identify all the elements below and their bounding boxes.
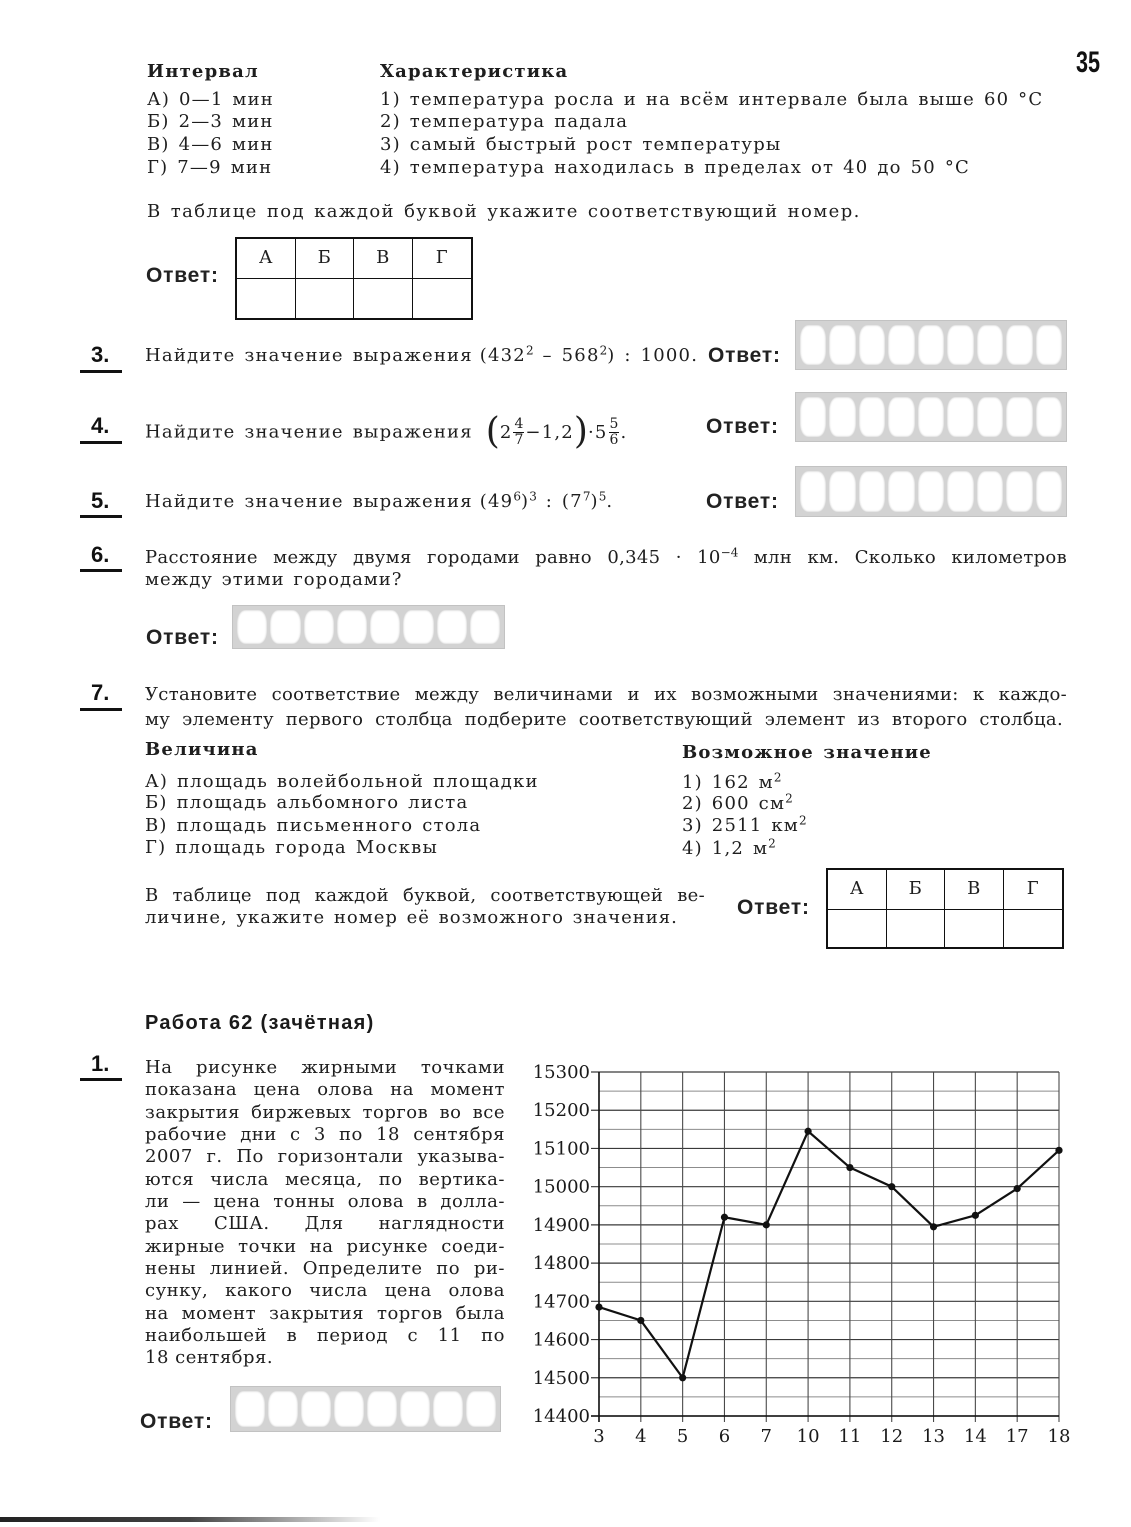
answer-label: Ответ: — [140, 1410, 213, 1433]
price-point — [679, 1374, 686, 1381]
task5-expression: $(49^6)^3$ : $(7^7)^5$. — [479, 489, 614, 512]
task3-text: Найдите значение выражения — [145, 345, 473, 366]
value-item: 3) 2511 $км^2$ — [682, 813, 807, 836]
price-point — [637, 1317, 644, 1324]
scan-edge-line — [0, 1517, 380, 1522]
answer-digit-cell[interactable] — [400, 1391, 430, 1427]
text-line: нены линией. Определите по ри- — [145, 1258, 505, 1280]
task-number: 7. — [91, 680, 110, 705]
y-tick-label: 14800 — [532, 1253, 590, 1275]
x-tick-label: 12 — [880, 1426, 904, 1447]
task6-question-line1: Расстояние между двумя городами равно $0,345 \cdot 10^{-4}$ млн км. Сколько километров — [145, 545, 1067, 568]
answer-digit-cell[interactable] — [433, 1391, 463, 1427]
text-line: На рисунке жирными точками — [145, 1057, 505, 1078]
answer-label: Ответ: — [737, 896, 810, 919]
text-line: ли — цена тонны олова в долла- — [145, 1191, 505, 1213]
quantity-item: В) площадь письменного стола — [145, 815, 482, 836]
text-line: 2007 г. По горизонтали указыва- — [145, 1146, 505, 1168]
answer-cell-v[interactable] — [945, 910, 1004, 947]
answer-digit-cell[interactable] — [1036, 397, 1062, 437]
answer-cell-g[interactable] — [413, 279, 472, 318]
task3-question — [145, 345, 698, 367]
quantity-header: Величина — [145, 739, 259, 760]
answer-digit-cell[interactable] — [1036, 325, 1062, 365]
y-tick-label: 15000 — [532, 1176, 590, 1198]
answer-cell-g[interactable] — [1004, 910, 1063, 947]
section-title: Работа 62 (зачётная) — [145, 1012, 375, 1034]
task-number: 5. — [91, 488, 110, 513]
answer-digit-cell[interactable] — [1006, 397, 1032, 437]
characteristic-item: 3) самый быстрый рост температуры — [380, 134, 782, 155]
answer-digit-cell[interactable] — [466, 1391, 496, 1427]
task-number-underline — [80, 569, 122, 572]
y-tick-label: 14700 — [532, 1291, 590, 1313]
answer-digit-cell[interactable] — [888, 471, 914, 512]
answer-digit-cell[interactable] — [977, 397, 1003, 437]
y-tick-label: 15200 — [532, 1100, 590, 1122]
task7-intro-line2: му элементу первого столбца подберите соответствующий элемент из второго столбца. — [145, 709, 1063, 730]
table-header-g: Г — [413, 239, 472, 279]
task-number-underline — [80, 1078, 122, 1081]
y-tick-label: 15300 — [532, 1062, 590, 1083]
answer-label: Ответ: — [706, 415, 779, 438]
answer-digit-cell[interactable] — [918, 325, 944, 365]
table-header-a: А — [828, 870, 887, 910]
price-point — [721, 1214, 728, 1221]
answer-digit-cell[interactable] — [859, 325, 885, 365]
answer-digit-cell[interactable] — [337, 610, 367, 644]
table-header-g: Г — [1004, 870, 1063, 910]
answer-digit-cell[interactable] — [367, 1391, 397, 1427]
answer-digit-cell[interactable] — [800, 325, 826, 365]
answer-cell-a[interactable] — [828, 910, 887, 947]
x-tick-label: 10 — [796, 1426, 820, 1447]
x-tick-label: 4 — [635, 1426, 647, 1447]
x-tick-label: 7 — [760, 1426, 772, 1447]
price-point — [846, 1164, 853, 1171]
quantity-item: Г) площадь города Москвы — [145, 837, 439, 858]
answer-digit-cell[interactable] — [237, 610, 267, 644]
task-number: 4. — [91, 413, 110, 438]
y-tick-label: 14500 — [532, 1367, 590, 1389]
task4-question — [145, 410, 628, 452]
text-line: сунку, какого числа цена олова — [145, 1280, 505, 1302]
table-header-v: В — [945, 870, 1004, 910]
tin-price-chart — [525, 1060, 1070, 1452]
answer-cell-b[interactable] — [296, 279, 355, 318]
y-tick-label: 14900 — [532, 1214, 590, 1236]
characteristic-item: 2) температура падала — [380, 111, 629, 132]
answer-digit-cell[interactable] — [947, 471, 973, 512]
x-tick-label: 14 — [963, 1426, 987, 1447]
answer-digit-cell[interactable] — [947, 397, 973, 437]
answer-digit-cell[interactable] — [918, 471, 944, 512]
answer-digit-cell[interactable] — [859, 471, 885, 512]
answer-label: Ответ: — [146, 264, 219, 287]
x-tick-label: 5 — [676, 1426, 689, 1447]
answer-digit-cell[interactable] — [947, 325, 973, 365]
task-number: 1. — [91, 1051, 110, 1076]
answer-digit-cell[interactable] — [470, 610, 500, 644]
task5-text: Найдите значение выражения — [145, 491, 473, 512]
task-number-underline — [80, 515, 122, 518]
answer-cell-b[interactable] — [887, 910, 946, 947]
x-tick-label: 17 — [1005, 1426, 1029, 1447]
table-header-a: А — [237, 239, 296, 279]
work62-task1-text — [145, 1057, 505, 1370]
task7-answer-table — [826, 868, 1064, 949]
price-point — [804, 1128, 811, 1135]
quantity-item: Б) площадь альбомного листа — [145, 792, 469, 813]
answer-digit-cell[interactable] — [403, 610, 433, 644]
answer-cell-a[interactable] — [237, 279, 296, 318]
x-tick-label: 3 — [593, 1426, 605, 1447]
text-line: на момент закрытия торгов была — [145, 1302, 505, 1324]
answer-digit-cell[interactable] — [977, 471, 1003, 512]
answer-digit-cell[interactable] — [977, 325, 1003, 365]
task7-instruction-line2: личине, укажите номер её возможного значения. — [145, 907, 678, 928]
x-tick-label: 13 — [922, 1426, 945, 1447]
answer-label: Ответ: — [706, 490, 779, 513]
answer-digit-cell[interactable] — [334, 1391, 364, 1427]
answer-digit-cell[interactable] — [1036, 471, 1062, 512]
task5-answer-field[interactable] — [795, 466, 1067, 517]
task5-question — [145, 491, 613, 513]
table-header-v: В — [354, 239, 413, 279]
value-header: Возможное значение — [682, 742, 932, 763]
y-tick-label: 14400 — [532, 1406, 590, 1427]
work62-task1-answer-field[interactable] — [230, 1386, 501, 1432]
task7-instruction-line1: В таблице под каждой буквой, соответствующей ве- — [145, 885, 705, 906]
table-header-b: Б — [887, 870, 946, 910]
text-line: наибольшей в период с 11 по — [145, 1325, 505, 1347]
answer-digit-cell[interactable] — [918, 397, 944, 437]
answer-digit-cell[interactable] — [370, 610, 400, 644]
task3-answer-field[interactable] — [795, 320, 1067, 370]
interval-item: В) 4—6 мин — [147, 134, 274, 155]
price-point — [595, 1303, 602, 1310]
x-tick-label: 11 — [838, 1426, 862, 1447]
task4-text: Найдите значение выражения — [145, 421, 473, 443]
task2-instruction: В таблице под каждой буквой укажите соответствующий номер. — [147, 201, 861, 222]
text-line: ются числа месяца, по вертика- — [145, 1168, 505, 1190]
text-line: жирные точки на рисунке соеди- — [145, 1235, 505, 1257]
task2-answer-table — [235, 237, 473, 320]
task6-question-line2: между этими городами? — [145, 569, 403, 590]
characteristic-item: 1) температура росла и на всём интервале была выше 60 °C — [380, 89, 1044, 110]
text-line: показана цена олова на момент — [145, 1079, 505, 1101]
interval-item: А) 0—1 мин — [147, 89, 274, 110]
value-item: 4) 1,2 $м^2$ — [682, 836, 776, 859]
task-number-underline — [80, 370, 122, 373]
price-point — [972, 1212, 979, 1219]
answer-digit-cell[interactable] — [888, 325, 914, 365]
interval-item: Б) 2—3 мин — [147, 111, 274, 132]
x-tick-label: 6 — [718, 1426, 731, 1447]
answer-cell-v[interactable] — [354, 279, 413, 318]
answer-digit-cell[interactable] — [235, 1391, 265, 1427]
answer-digit-cell[interactable] — [800, 397, 826, 437]
interval-header: Интервал — [147, 61, 259, 82]
task7-intro-line1: Установите соответствие между величинами и их возможными значениями: к каждо- — [145, 684, 1067, 705]
task-number: 6. — [91, 542, 110, 567]
table-header-b: Б — [296, 239, 355, 279]
page-number: 35 — [1076, 46, 1101, 79]
quantity-item: А) площадь волейбольной площадки — [145, 771, 539, 792]
task-number-underline — [80, 708, 122, 711]
answer-digit-cell[interactable] — [301, 1391, 331, 1427]
y-tick-label: 15100 — [532, 1138, 590, 1160]
task3-expression: $(432^2 - 568^2)$ : 1000. — [479, 343, 699, 366]
answer-digit-cell[interactable] — [270, 610, 300, 644]
price-point — [1055, 1147, 1062, 1154]
text-line: рах США. Для наглядности — [145, 1213, 505, 1235]
price-line — [599, 1131, 1059, 1378]
answer-label: Ответ: — [146, 626, 219, 649]
interval-item: Г) 7—9 мин — [147, 157, 273, 178]
task6-answer-field[interactable] — [232, 605, 505, 649]
answer-digit-cell[interactable] — [859, 397, 885, 437]
answer-digit-cell[interactable] — [829, 325, 855, 365]
characteristic-item: 4) температура находилась в пределах от 40 до 50 °C — [380, 157, 970, 178]
task-number-underline — [80, 441, 122, 444]
answer-digit-cell[interactable] — [268, 1391, 298, 1427]
answer-label: Ответ: — [708, 344, 781, 367]
value-item: 1) 162 $м^2$ — [682, 770, 782, 793]
price-point — [888, 1183, 895, 1190]
answer-digit-cell[interactable] — [888, 397, 914, 437]
value-item: 2) 600 $см^2$ — [682, 791, 793, 814]
task4-expression: (2 $\frac{4}{7}$ −1,2)·5 $\frac{5}{6}$ . — [485, 410, 628, 452]
task-number: 3. — [91, 342, 110, 367]
price-point — [930, 1223, 937, 1230]
answer-digit-cell[interactable] — [829, 471, 855, 512]
text-line: 18 сентября. — [145, 1347, 274, 1369]
answer-digit-cell[interactable] — [800, 471, 826, 512]
x-tick-label: 18 — [1047, 1426, 1071, 1447]
text-line: рабочие дни с 3 по 18 сентября — [145, 1124, 505, 1146]
answer-digit-cell[interactable] — [1006, 471, 1032, 512]
price-point — [763, 1221, 770, 1228]
answer-digit-cell[interactable] — [437, 610, 467, 644]
text-line: закрытия биржевых торгов во все — [145, 1101, 505, 1123]
answer-digit-cell[interactable] — [1006, 325, 1032, 365]
answer-digit-cell[interactable] — [304, 610, 334, 644]
y-tick-label: 14600 — [532, 1329, 590, 1351]
price-point — [1014, 1185, 1021, 1192]
task4-answer-field[interactable] — [795, 392, 1067, 442]
answer-digit-cell[interactable] — [829, 397, 855, 437]
characteristic-header: Характеристика — [380, 61, 569, 82]
